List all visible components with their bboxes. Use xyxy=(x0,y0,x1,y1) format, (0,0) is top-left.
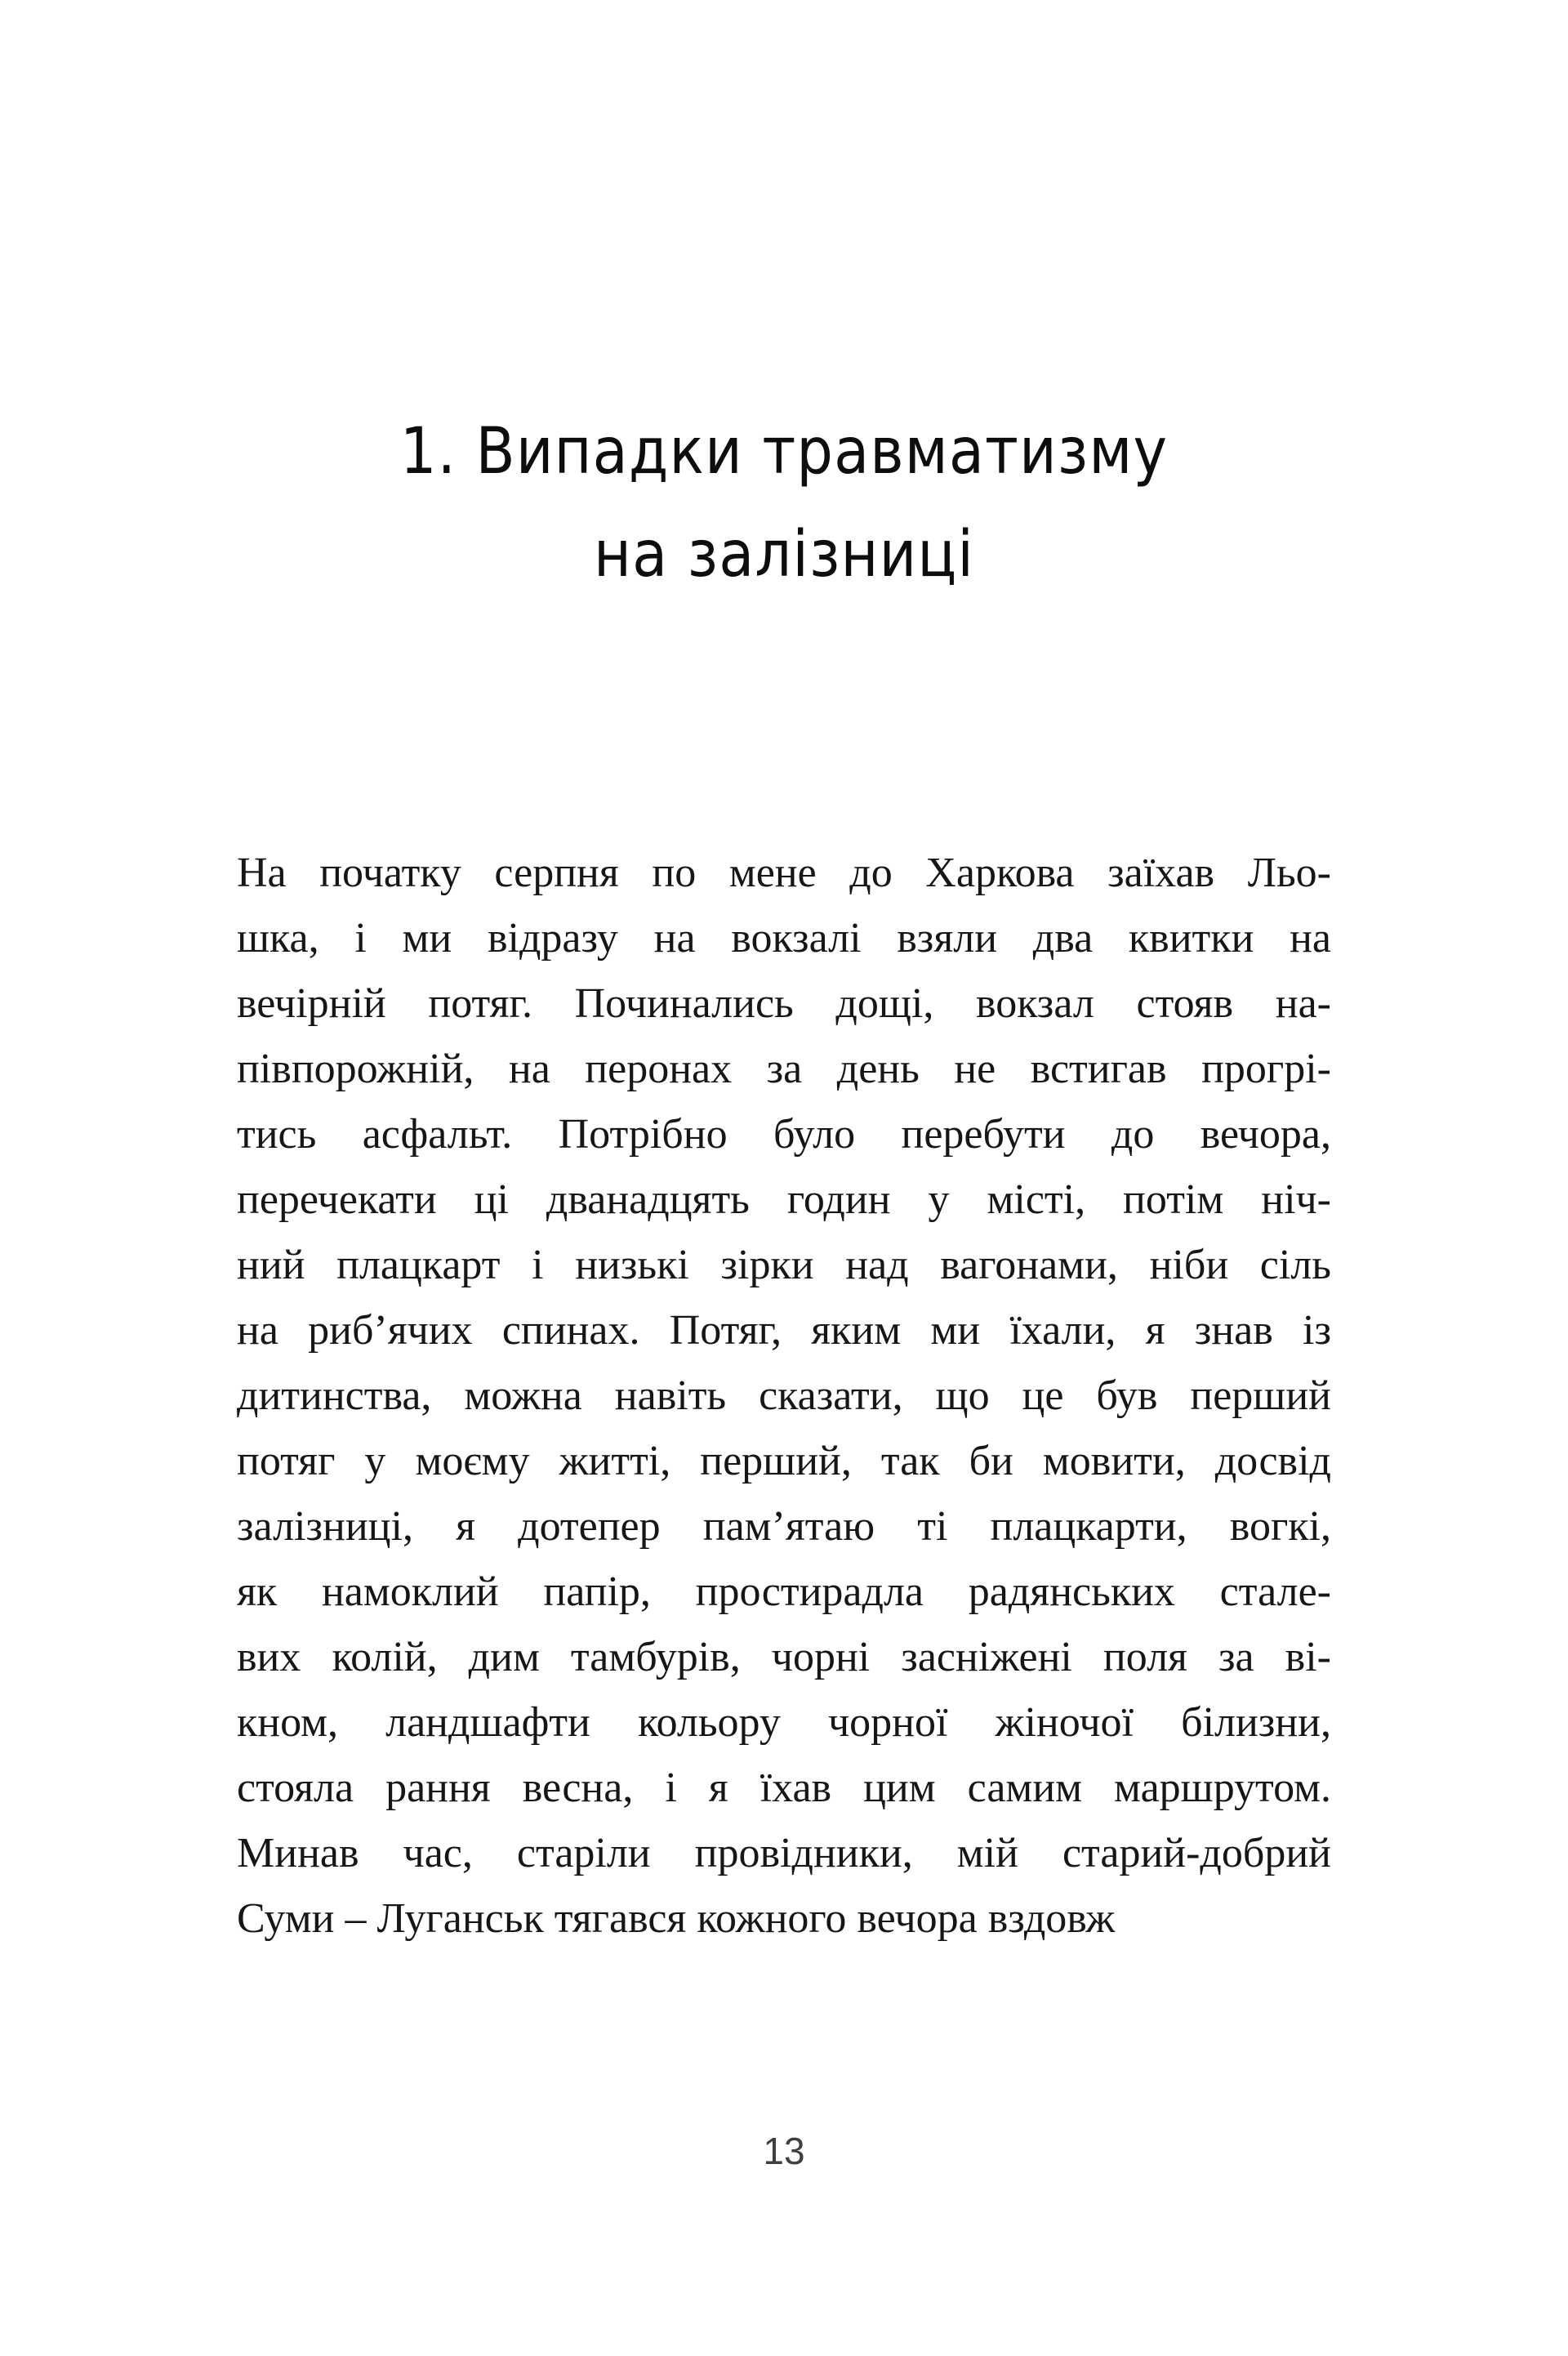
text-line: Суми – Луганськ тягався кожного вечора вздовж xyxy=(237,1895,1116,1942)
text-line: На початку серпня по мене до Харкова заїхав Льо- xyxy=(237,850,1331,896)
text-line: стояла рання весна, і я їхав цим самим маршрутом. xyxy=(237,1765,1331,1811)
text-line: на риб’ячих спинах. Потяг, яким ми їхали, я знав із xyxy=(237,1307,1331,1354)
chapter-title-line-1: 1. Випадки травматизму xyxy=(399,415,1169,489)
text-line: півпорожній, на перонах за день не встигав прогрі- xyxy=(237,1046,1331,1092)
text-line: дитинства, можна навіть сказати, що це був перший xyxy=(237,1372,1331,1419)
text-line: перечекати ці дванадцять годин у місті, потім ніч- xyxy=(237,1176,1331,1223)
text-line: шка, і ми відразу на вокзалі взяли два квитки на xyxy=(237,915,1331,962)
text-line: як намоклий папір, простирадла радянських стале- xyxy=(237,1568,1331,1615)
text-line: тись асфальт. Потрібно було перебути до вечора, xyxy=(237,1111,1331,1158)
text-line: кном, ландшафти кольору чорної жіночої білизни, xyxy=(237,1699,1331,1746)
chapter-title-line-2: на залізниці xyxy=(594,518,974,591)
chapter-title xyxy=(0,400,1568,606)
text-line: вечірній потяг. Починались дощі, вокзал стояв на- xyxy=(237,980,1331,1027)
page-number: 13 xyxy=(763,2130,805,2172)
text-line: залізниці, я дотепер пам’ятаю ті плацкарти, вогкі, xyxy=(237,1503,1331,1550)
text-line: Минав час, старіли провідники, мій старий-добрий xyxy=(237,1830,1331,1876)
text-line: потяг у моєму житті, перший, так би мовити, досвід xyxy=(237,1438,1331,1484)
text-line: ний плацкарт і низькі зірки над вагонами, ніби сіль xyxy=(237,1242,1331,1288)
body-text-block xyxy=(237,841,1331,1952)
text-line: вих колій, дим тамбурів, чорні засніжені поля за ві- xyxy=(237,1634,1331,1680)
